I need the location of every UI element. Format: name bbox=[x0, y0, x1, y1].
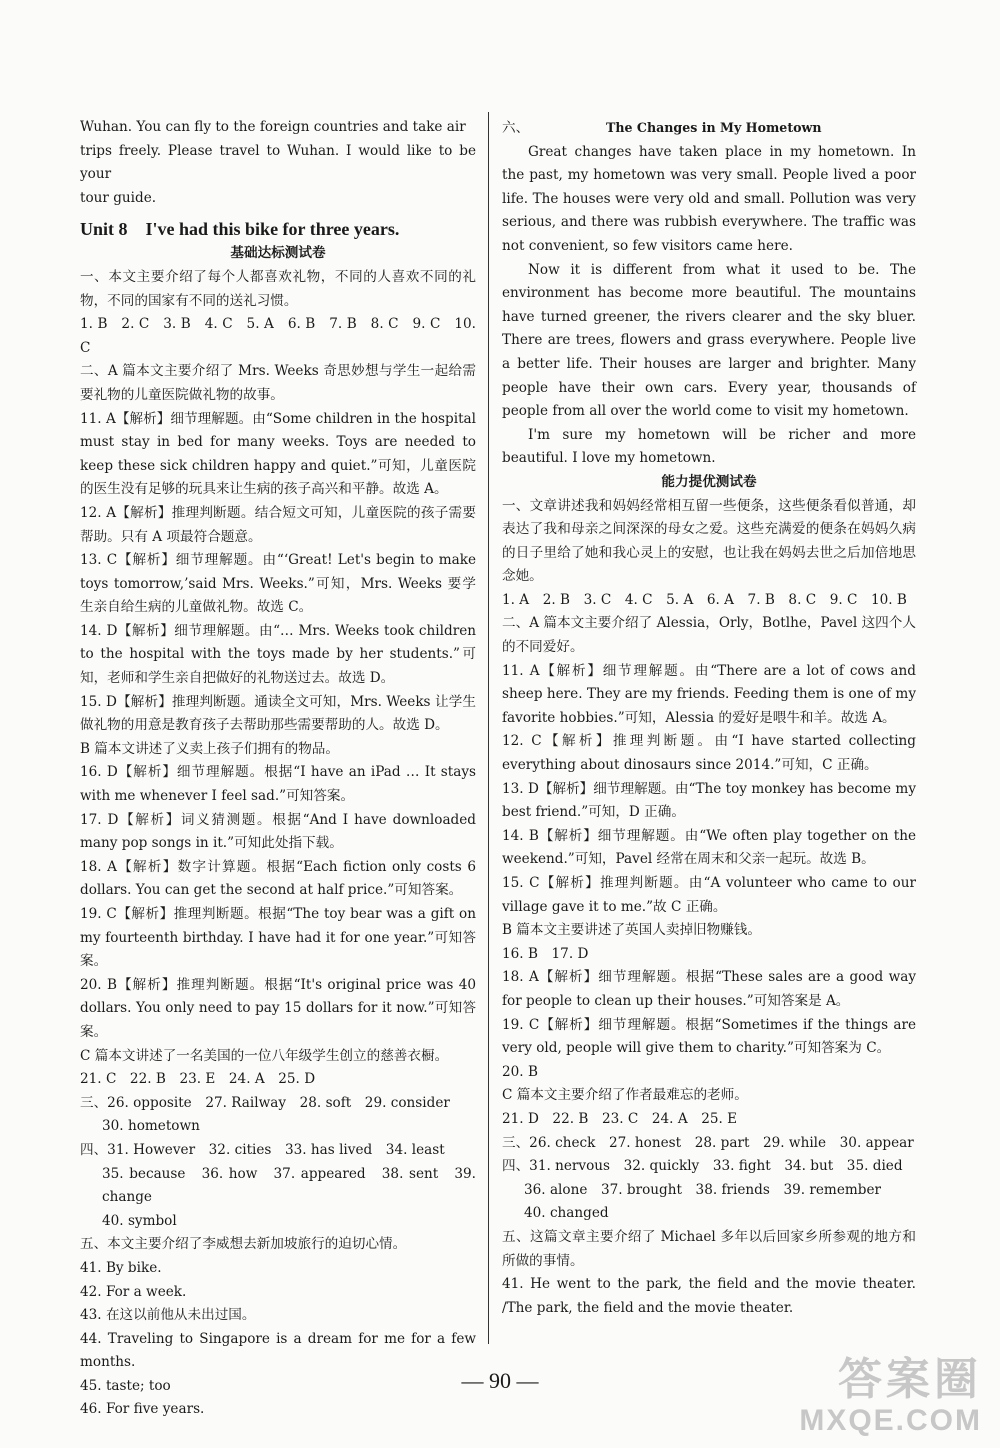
answer-item: 43. 在这以前他从未出过国。 bbox=[80, 1307, 256, 1324]
answer-item: 二、A 篇本文主要介绍了 Alessia，Orly，Botlhe，Pavel 这四个人的不同爱好。 bbox=[502, 615, 916, 656]
section-title-basic: 基础达标测试卷 bbox=[230, 245, 326, 262]
answer-item: 1. B 2. C 3. B 4. C 5. A 6. B 7. B 8. C 9. C 10. C bbox=[80, 316, 476, 356]
answer-item: 11. A【解析】细节理解题。由“There are a lot of cows and sheep here. They are my friends. Feeding them is one of my favorite hobbies.”可知，Alessia 的爱好是喂牛和羊。故选 A。 bbox=[502, 662, 916, 726]
answer-item: 14. D【解析】细节理解题。由“… Mrs. Weeks took children to the hospital with the toys made by her students.”可知，老师和学生亲自把做好的礼物送过去。故选 D。 bbox=[80, 622, 476, 687]
answer-item: 20. B bbox=[502, 1063, 538, 1080]
answer-item: 15. D【解析】推理判断题。通读全文可知，Mrs. Weeks 让学生做礼物的用意是教育孩子去帮助那些需要帮助的人。故选 D。 bbox=[80, 693, 476, 734]
answer-item: 三、26. opposite 27. Railway 28. soft 29. consider bbox=[80, 1094, 450, 1111]
essay-heading bbox=[502, 116, 916, 141]
page-number: — 90 — bbox=[461, 1368, 539, 1393]
answer-item: 一、本文主要介绍了每个人都喜欢礼物，不同的人喜欢不同的礼物，不同的国家有不同的送礼习惯。 bbox=[80, 268, 476, 309]
answer-item: 42. For a week. bbox=[80, 1283, 187, 1300]
unit-label: Unit 8 bbox=[80, 219, 128, 240]
answer-item: 45. taste; too bbox=[80, 1377, 171, 1394]
section-title-advanced: 能力提优测试卷 bbox=[661, 473, 757, 490]
intro-line-1: Wuhan. You can fly to the foreign countries and take air bbox=[80, 119, 466, 135]
answer-item: 三、26. check 27. honest 28. part 29. while 30. appear bbox=[502, 1134, 914, 1151]
answer-item: 18. A【解析】细节理解题。根据“These sales are a good way for people to clean up their houses.”可知答案是 A。 bbox=[502, 969, 916, 1009]
essay-title: The Changes in My Hometown bbox=[606, 120, 822, 135]
answer-item: 44. Traveling to Singapore is a dream for me for a few months. bbox=[80, 1330, 476, 1371]
answer-item: 18. A【解析】数字计算题。根据“Each fiction only costs 6 dollars. You can get the second at half price.”可知答案。 bbox=[80, 858, 476, 899]
answer-item: B 篇本文讲述了义卖上孩子们拥有的物品。 bbox=[80, 740, 339, 757]
answer-item: 40. changed bbox=[524, 1205, 609, 1222]
watermark-logo bbox=[799, 1356, 982, 1438]
answer-item: 40. symbol bbox=[102, 1212, 177, 1229]
answer-item: 16. B 17. D bbox=[502, 945, 589, 962]
answer-item: 12. A【解析】推理判断题。结合短文可知，儿童医院的孩子需要帮助。只有 A 项最符合题意。 bbox=[80, 504, 476, 545]
answer-item: C 篇本文讲述了一名美国的一位八年级学生创立的慈善衣橱。 bbox=[80, 1047, 449, 1064]
intro-line-3: tour guide. bbox=[80, 189, 157, 206]
column-divider bbox=[488, 112, 489, 1344]
answer-item: 11. A【解析】细节理解题。由“Some children in the hospital must stay in bed for many weeks. Toys are needed to keep these sick children happy and quiet.”可知，儿童医院的医生没有足够的玩具来让生病的孩子高兴和平静。故选 A。 bbox=[80, 410, 476, 498]
essay-paragraph: Now it is different from what it used to be. The environment has become more beautiful. The mountains have turned greener, the rivers clearer and the sky bluer. There are trees, flowers and grass everywhere. People live a better life. Their houses are larger and brighter. Many people have their own cars. Every year, thousands of people from all over the world come to visit my hometown. bbox=[502, 261, 916, 420]
answer-item: 13. D【解析】细节理解题。由“The toy monkey has become my best friend.”可知，D 正确。 bbox=[502, 780, 916, 821]
watermark-main: 答案圈 bbox=[838, 1355, 982, 1404]
answer-item: 四、31. However 32. cities 33. has lived 34. least bbox=[80, 1141, 445, 1158]
answer-item: 30. hometown bbox=[102, 1118, 200, 1135]
essay-paragraph: I'm sure my hometown will be richer and more beautiful. I love my hometown. bbox=[502, 426, 916, 467]
answer-item: 16. D【解析】细节理解题。根据“I have an iPad … It stays with me whenever I feel sad.”可知答案。 bbox=[80, 764, 476, 805]
answer-item: 36. alone 37. brought 38. friends 39. remember bbox=[524, 1181, 882, 1198]
answer-item: 19. C【解析】推理判断题。根据“The toy bear was a gift on my fourteenth birthday. I have had it for one year.”可知答案。 bbox=[80, 906, 476, 970]
essay-number: 六、 bbox=[502, 120, 530, 136]
answer-item: 21. D 22. B 23. C 24. A 25. E bbox=[502, 1110, 738, 1127]
answer-item: C 篇本文主要介绍了作者最难忘的老师。 bbox=[502, 1087, 748, 1104]
answer-item: 20. B【解析】推理判断题。根据“It's original price was 40 dollars. You only need to pay 15 dollars for it now.”可知答案。 bbox=[80, 976, 476, 1040]
answer-item: 五、这篇文章主要介绍了 Michael 多年以后回家乡所参观的地方和所做的事情。 bbox=[502, 1228, 916, 1269]
answer-item: 15. C【解析】推理判断题。由“A volunteer who came to our village gave it to me.”故 C 正确。 bbox=[502, 875, 916, 915]
answer-item: 21. C 22. B 23. E 24. A 25. D bbox=[80, 1071, 316, 1088]
answer-item: 19. C【解析】细节理解题。根据“Sometimes if the things are very old, people will give them to charity.”可知答案为 C。 bbox=[502, 1016, 916, 1057]
answer-item: 35. because 36. how 37. appeared 38. sent 39. change bbox=[102, 1165, 476, 1206]
answer-item: 41. He went to the park, the field and the movie theater. /The park, the field and the movie theater. bbox=[502, 1276, 916, 1316]
essay-paragraph: Great changes have taken place in my hometown. In the past, my hometown was very small. People lived a poor life. The houses were very old and small. Pollution was very serious, and there was rubbish everywhere. The traffic was not convenient, so few visitors came here. bbox=[502, 143, 916, 254]
answer-item: B 篇本文主要讲述了英国人卖掉旧物赚钱。 bbox=[502, 922, 761, 939]
answer-item: 46. For five years. bbox=[80, 1401, 205, 1418]
unit-heading bbox=[80, 216, 476, 242]
answer-item: 二、A 篇本文主要介绍了 Mrs. Weeks 奇思妙想与学生一起给需要礼物的儿童医院做礼物的故事。 bbox=[80, 363, 476, 403]
answer-item: 四、31. nervous 32. quickly 33. fight 34. but 35. died bbox=[502, 1158, 903, 1175]
answer-item: 12. C【解析】推理判断题。由“I have started collecting everything about dinosaurs since 2014.”可知，C 正确。 bbox=[502, 733, 916, 774]
watermark-sub: MXQE.COM bbox=[799, 1404, 982, 1437]
answer-item: 14. B【解析】细节理解题。由“We often play together on the weekend.”可知，Pavel 经常在周末和父亲一起玩。故选 B。 bbox=[502, 827, 916, 868]
right-column bbox=[502, 116, 916, 1320]
answer-item: 13. C【解析】细节理解题。由“‘Great! Let's begin to make toys tomorrow,’said Mrs. Weeks.”可知，Mrs. Weeks 要学生亲自给生病的儿童做礼物。故选 C。 bbox=[80, 552, 476, 616]
intro-line-2: trips freely. Please travel to Wuhan. I would like to be your bbox=[80, 142, 476, 183]
answer-item: 17. D【解析】词义猜测题。根据“And I have downloaded many pop songs in it.”可知此处指下载。 bbox=[80, 811, 476, 852]
answer-item: 41. By bike. bbox=[80, 1259, 162, 1276]
left-column bbox=[80, 116, 476, 1422]
answer-item: 1. A 2. B 3. C 4. C 5. A 6. A 7. B 8. C 9. C 10. B bbox=[502, 591, 907, 608]
answer-item: 一、文章讲述我和妈妈经常相互留一些便条，这些便条看似普通，却表达了我和母亲之间深深的母女之爱。这些充满爱的便条在妈妈久病的日子里给了她和我心灵上的安慰，也让我在妈妈去世之后加倍地思念她。 bbox=[502, 497, 916, 585]
answer-item: 五、本文主要介绍了李威想去新加坡旅行的迫切心情。 bbox=[80, 1236, 407, 1253]
unit-title: I've had this bike for three years. bbox=[145, 219, 400, 240]
